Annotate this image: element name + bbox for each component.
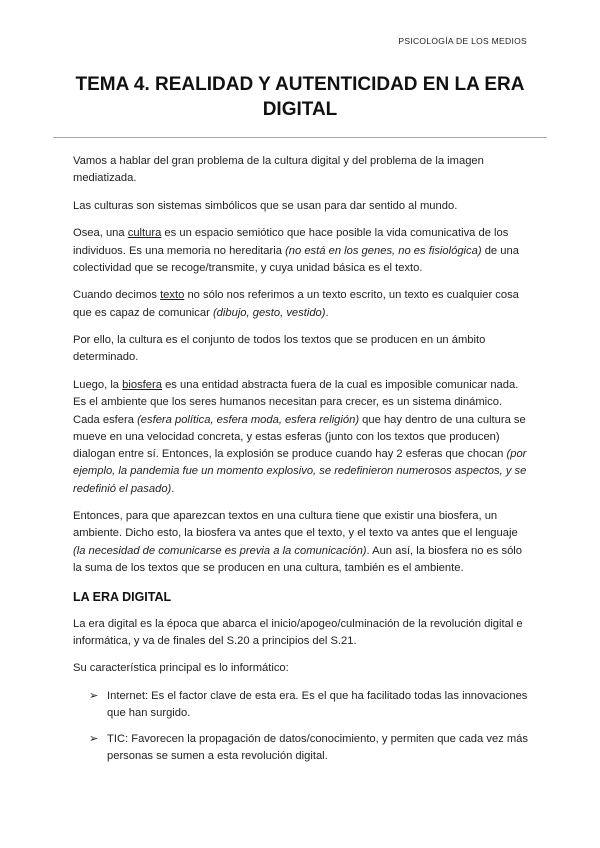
- feature-list: [73, 688, 528, 766]
- paragraph-intro: Vamos a hablar del gran problema de la cultura digital y del problema de la imagen mediatizada.: [73, 155, 484, 185]
- paragraph-culture-definition: [73, 225, 528, 277]
- paragraph-biosfera: [73, 377, 528, 498]
- list-item: [73, 688, 528, 723]
- italic-note: (por ejemplo, la pandemia fue un momento explosivo, se redefinieron numerosos aspectos, y se redefinió el pasado): [73, 448, 527, 495]
- underlined-term-biosfera: biosfera: [122, 378, 162, 391]
- italic-note: (esfera política, esfera moda, esfera religión): [137, 413, 360, 426]
- paragraph-culture-set: Por ello, la cultura es el conjunto de todos los textos que se producen en un ámbito determinado.: [73, 334, 486, 364]
- italic-note: (no está en los genes, no es fisiológica): [285, 244, 482, 257]
- text: de una colectividad que se recoge/transmite, y cuya unidad básica es el texto.: [73, 244, 519, 274]
- paragraph-digital-era: La era digital es la época que abarca el inicio/apogeo/culminación de la revolución digital e informática, y va de finales del S.20 a principios del S.21.: [73, 617, 523, 647]
- text: que hay dentro de una cultura se mueve en una velocidad concreta, y estas esferas (junto con los textos que producen) dialogan entre sí. Entonces, la explosión se produce cuando hay 2 esferas que chocan: [73, 413, 526, 461]
- text: . Aun así, la biosfera no es sólo la suma de los textos que se producen en una cultura, también es el ambiente.: [73, 544, 522, 575]
- paragraph-text-definition: [73, 287, 528, 322]
- text: Cuando decimos: [73, 289, 161, 302]
- arrow-bullet-icon: ➢: [89, 733, 99, 746]
- text: Luego, la: [73, 378, 123, 391]
- text: es una entidad abstracta fuera de la cual es imposible comunicar nada. Es el ambiente que los seres humanos necesitan para crecer, es un sistema dinámico. Cada esfera: [73, 378, 519, 426]
- arrow-bullet-icon: ➢: [89, 689, 99, 702]
- italic-note: (la necesidad de comunicarse es previa a la comunicación): [73, 544, 367, 557]
- text: Osea, una: [73, 227, 128, 240]
- document-body: [73, 153, 528, 774]
- title-divider: [53, 137, 547, 138]
- section-heading: LA ERA DIGITAL: [73, 590, 172, 605]
- text: no sólo nos referimos a un texto escrito, un texto es cualquier cosa que es capaz de comunicar: [73, 289, 519, 319]
- paragraph-main-feature: Su característica principal es lo informático:: [73, 662, 289, 675]
- text: es un espacio semiótico que hace posible la vida comunicativa de los individuos. Es una memoria no hereditaria: [73, 227, 509, 257]
- paragraph-cultures: Las culturas son sistemas simbólicos que se usan para dar sentido al mundo.: [73, 199, 458, 212]
- text: .: [325, 306, 329, 319]
- text: .: [171, 482, 175, 495]
- text: Entonces, para que aparezcan textos en una cultura tiene que existir una biosfera, un ambiente. Dicho esto, la biosfera va antes que el texto, y el texto va antes que el lenguaje: [73, 510, 518, 540]
- list-item-text: Internet: Es el factor clave de esta era. Es el que ha facilitado todas las innovaciones que han surgido.: [107, 689, 528, 720]
- list-item: [73, 731, 528, 766]
- underlined-term-texto: texto: [160, 289, 185, 302]
- page-title: TEMA 4. REALIDAD Y AUTENTICIDAD EN LA ERA DIGITAL: [75, 74, 525, 120]
- paragraph-biosfera-text-language: [73, 508, 528, 577]
- italic-note: (dibujo, gesto, vestido): [212, 306, 326, 319]
- list-item-text: TIC: Favorecen la propagación de datos/conocimiento, y permiten que cada vez más personas se sumen a esta revolución digital.: [107, 733, 529, 763]
- underlined-term-cultura: cultura: [127, 227, 162, 240]
- running-header: PSICOLOGÍA DE LOS MEDIOS: [398, 36, 527, 46]
